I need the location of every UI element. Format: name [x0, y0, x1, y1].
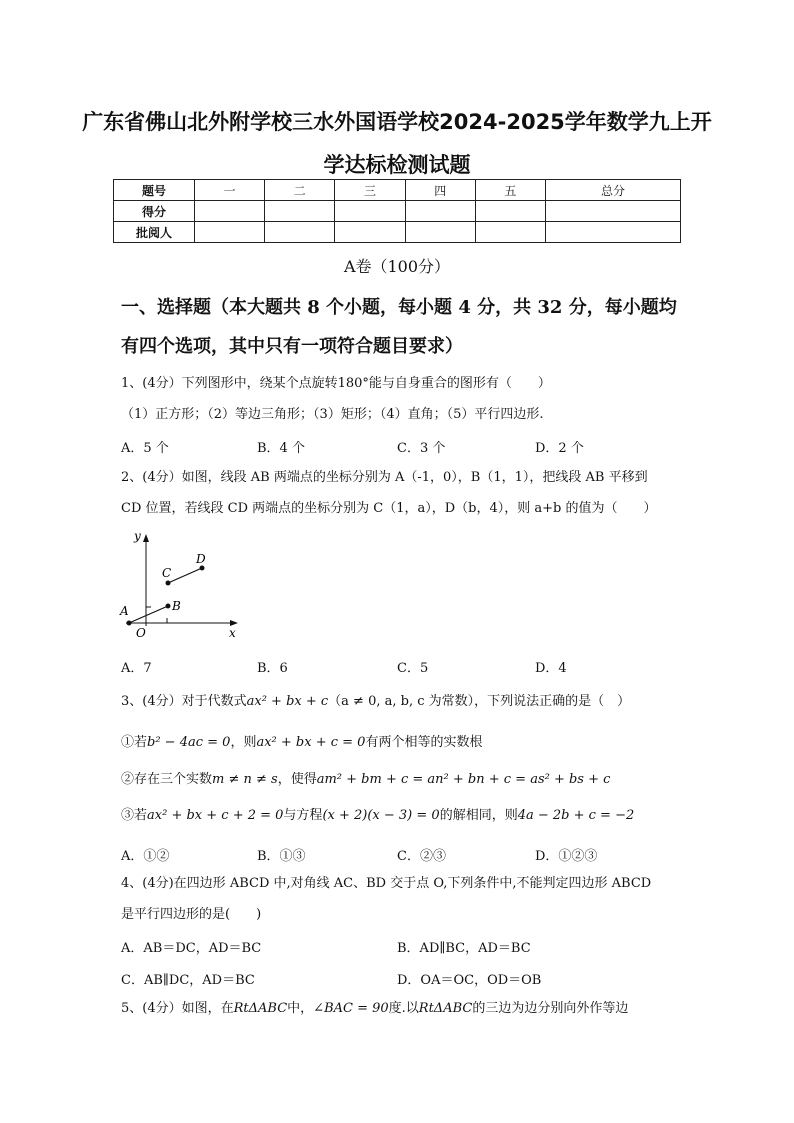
q3-option-c: C．②③: [397, 849, 446, 864]
label-o: O: [136, 626, 146, 640]
reviewer-cell: [546, 222, 681, 243]
q4-option-d: D．OA＝OC，OD＝OB: [397, 973, 542, 988]
q3-s1-equation: ax² + bx + c = 0: [256, 735, 366, 750]
score-header-cell: 五: [475, 180, 545, 201]
q4-line-2: 是平行四边形的是( ): [121, 907, 262, 922]
score-cell: [475, 201, 545, 222]
part-one-heading: [121, 288, 681, 366]
label-b: B: [172, 599, 181, 613]
score-cell: [195, 201, 265, 222]
score-row: [114, 201, 681, 222]
section-a-heading: A卷（100分）: [343, 257, 451, 276]
q5-triangle-2: RtΔABC: [418, 1001, 473, 1016]
label-x: x: [229, 626, 236, 640]
score-header-cell: 三: [335, 180, 405, 201]
score-table-header-row: [114, 180, 681, 201]
score-header-cell: 二: [265, 180, 335, 201]
reviewer-row: [114, 222, 681, 243]
reviewer-cell: [335, 222, 405, 243]
q3-stem-condition: （a ≠ 0, a, b, c 为常数），下列说法正确的是（ ）: [328, 694, 631, 709]
q3-option-b: B．①③: [257, 849, 306, 864]
q3-s1-suffix: 有两个相等的实数根: [365, 735, 483, 750]
q3-statement-3: [121, 800, 691, 831]
q2-line-2: CD 位置，若线段 CD 两端点的坐标分别为 C（1，a），D（b，4），则 a+b 的值为（ ）: [121, 501, 657, 516]
score-cell: [335, 201, 405, 222]
q1-stem: 1、(4分）下列图形中，绕某个点旋转180°能与自身重合的图形有（ ）: [121, 376, 551, 391]
q1-sub: （1）正方形；（2）等边三角形；（3）矩形；（4）直角；（5）平行四边形.: [121, 407, 544, 422]
q3-s1-expression: b² − 4ac = 0: [147, 735, 231, 750]
q3-statement-2: [121, 764, 691, 795]
q5-mid: 中，: [287, 1001, 314, 1016]
reviewer-cell: [195, 222, 265, 243]
q2-line-1: 2、(4分）如图，线段 AB 两端点的坐标分别为 A（-1，0），B（1，1），把线段 AB 平移到: [121, 470, 648, 485]
q3-s2-mid: ，使得: [277, 772, 317, 787]
q3-stem-prefix: 3、(4分）对于代数式: [121, 694, 247, 709]
q3-option-a: A．①②: [121, 849, 170, 864]
q5-suffix: 的三边为边分别向外作等边: [472, 1001, 629, 1016]
point-b: [166, 604, 171, 609]
reviewer-cell: [265, 222, 335, 243]
q2-coordinate-figure: [116, 526, 246, 642]
score-cell: [405, 201, 475, 222]
score-header-cell: 四: [405, 180, 475, 201]
q3-s2-expression: m ≠ n ≠ s: [212, 772, 278, 787]
q3-s3-mid: 与方程: [283, 808, 323, 823]
q3-s3-equation: (x + 2)(x − 3) = 0: [322, 808, 440, 823]
q3-s2-prefix: ②存在三个实数: [121, 772, 213, 787]
q4-option-b: B．AD∥BC，AD＝BC: [397, 941, 531, 956]
segment-cd: [168, 568, 202, 583]
segment-ab: [129, 606, 168, 623]
q4-line-1: 4、(4分)在四边形 ABCD 中,对角线 AC、BD 交于点 O,下列条件中,不能判定四边形 ABCD: [121, 876, 652, 891]
q3-s3-prefix: ③若: [121, 808, 148, 823]
label-y: y: [134, 529, 141, 543]
q4-option-a: A．AB＝DC，AD＝BC: [121, 941, 262, 956]
q3-stem: [121, 686, 691, 717]
label-d: D: [196, 552, 206, 566]
part-one-heading-line-2: 有四个选项，其中只有一项符合题目要求）: [121, 336, 463, 357]
score-header-cell: 一: [195, 180, 265, 201]
part-one-heading-line-1: 一、选择题（本大题共 8 个小题，每小题 4 分，共 32 分，每小题均: [121, 297, 677, 318]
point-a: [127, 621, 132, 626]
document-title-line-1: 广东省佛山北外附学校三水外国语学校2024-2025学年数学九上开: [82, 110, 712, 134]
q3-option-d: D．①②③: [535, 849, 598, 864]
y-axis-arrow: [143, 534, 149, 542]
score-cell: [265, 201, 335, 222]
reviewer-cell: [405, 222, 475, 243]
q3-s1-mid: ，则: [230, 735, 257, 750]
score-header-cell: 总分: [546, 180, 681, 201]
q3-s3-result: 4a − 2b + c = −2: [517, 808, 635, 823]
document-title-line-2: 学达标检测试题: [323, 153, 471, 177]
score-cell: [546, 201, 681, 222]
q4-option-c: C．AB∥DC，AD＝BC: [121, 973, 255, 988]
q5-prefix: 5、(4分）如图，在: [121, 1001, 234, 1016]
q1-option-a: A．5 个: [121, 441, 169, 456]
q3-stem-expression: ax² + bx + c: [246, 694, 329, 709]
q5-stem: [121, 993, 691, 1024]
score-header-cell: 题号: [114, 180, 195, 201]
reviewer-cell: [475, 222, 545, 243]
q2-option-b: B．6: [257, 661, 288, 676]
label-c: C: [162, 566, 172, 580]
q2-option-d: D．4: [535, 661, 567, 676]
label-a: A: [120, 604, 129, 618]
q3-s1-prefix: ①若: [121, 735, 148, 750]
q5-triangle-1: RtΔABC: [233, 1001, 288, 1016]
score-row-label: 得分: [114, 201, 195, 222]
q2-option-a: A．7: [121, 661, 152, 676]
q2-option-c: C．5: [397, 661, 429, 676]
q3-s2-equation: am² + bm + c = an² + bn + c = as² + bs + c: [316, 772, 611, 787]
score-table: [113, 179, 681, 243]
point-c: [166, 581, 171, 586]
q1-option-c: C．3 个: [397, 441, 446, 456]
q3-statement-1: [121, 727, 691, 758]
q5-mid-2: 度.以: [388, 1001, 419, 1016]
point-d: [200, 566, 205, 571]
q3-s3-expression: ax² + bx + c + 2 = 0: [147, 808, 284, 823]
q3-s3-mid-2: 的解相同，则: [439, 808, 518, 823]
reviewer-row-label: 批阅人: [114, 222, 195, 243]
q1-option-b: B．4 个: [257, 441, 305, 456]
q1-option-d: D．2 个: [535, 441, 584, 456]
q5-angle: ∠BAC = 90: [313, 1001, 389, 1016]
